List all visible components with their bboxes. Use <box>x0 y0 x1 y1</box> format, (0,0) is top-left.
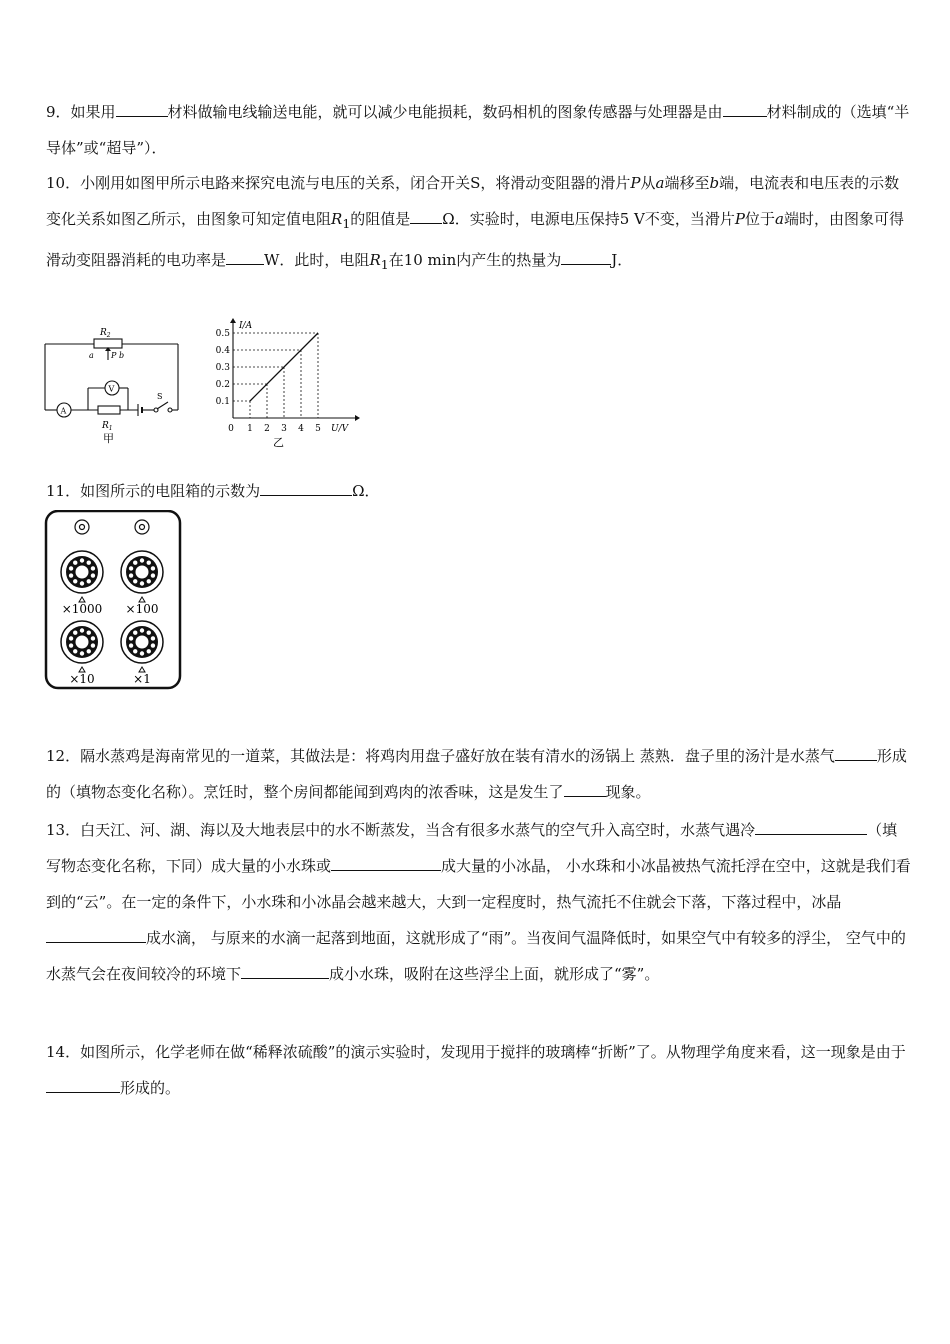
x-tick-label: 1 <box>247 424 253 434</box>
dial-knob[interactable] <box>61 551 103 593</box>
label-p: P <box>111 351 117 360</box>
question-11: 11．如图所示的电阻箱的示数为 Ω． <box>46 473 911 509</box>
x-tick-label: 4 <box>298 424 304 434</box>
label-s: S <box>157 392 163 401</box>
voltmeter-label: V <box>108 384 115 394</box>
figure-caption-jia: 甲 <box>103 432 114 445</box>
dial-multiplier-label: ×10 <box>69 672 95 686</box>
label-r2: $R_2$ <box>100 328 111 339</box>
series-line <box>250 333 318 401</box>
x-axis-arrow <box>355 415 360 421</box>
switch-s <box>157 402 168 409</box>
ammeter-label: A <box>60 406 67 416</box>
y-axis-label: I/A <box>239 321 253 331</box>
y-tick-label: 0.5 <box>215 329 230 339</box>
switch-contact <box>168 408 172 412</box>
answer-blank[interactable] <box>226 247 264 265</box>
answer-blank[interactable] <box>835 743 877 761</box>
resistance-box <box>44 510 182 690</box>
question-13: 13．白天江、河、湖、海以及大地表层中的水不断蒸发，当含有很多水蒸气的空气升入高空时，水蒸气遇冷 （填写物态变化名称，下同）成大量的小水珠或 成大量的小冰晶， 小水珠和小冰晶被热气流托浮在空中，这就是我们看到的“云”。在一定的条件下，小水珠和小冰晶会越来越大，大到一定程度时，热气流托不住就会下落，下落过程中，冰晶成水滴， 与原来的水滴一起落到地面，这就形成了“雨”。当夜间气温降低时，如果空气中有较多的浮尘， 空气中的水蒸气会在夜间较冷的环境下 成小水珠，吸附在这些浮尘上面，就形成了“雾”。 <box>46 812 911 992</box>
resistor-r1 <box>98 406 120 414</box>
y-tick-label: 0.2 <box>215 380 230 390</box>
answer-blank[interactable] <box>331 853 441 871</box>
dial-multiplier-label: ×100 <box>125 602 159 616</box>
dial-knob[interactable] <box>121 621 163 663</box>
answer-blank[interactable] <box>755 817 843 835</box>
label-r1: $R_1$ <box>102 421 113 432</box>
figure-caption-yi: 乙 <box>273 436 284 449</box>
rheostat-r2 <box>94 339 122 348</box>
label-b: b <box>119 351 125 360</box>
x-tick-label: 0 <box>228 424 234 434</box>
y-tick-label: 0.4 <box>215 346 230 356</box>
iu-graph <box>205 318 360 453</box>
answer-blank[interactable] <box>46 925 146 943</box>
answer-blank[interactable] <box>561 247 597 265</box>
x-tick-label: 5 <box>315 424 321 434</box>
answer-blank[interactable] <box>843 817 867 835</box>
answer-blank[interactable] <box>46 1075 120 1093</box>
answer-blank[interactable] <box>260 478 352 496</box>
question-12: 12．隔水蒸鸡是海南常见的一道菜，其做法是：将鸡肉用盘子盛好放在装有清水的汤锅上 蒸熟．盘子里的汤汁是水蒸气 形成的（填物态变化名称）。烹饪时，整个房间都能闻到鸡肉的浓香味，这是发生了 现象。 <box>46 738 911 810</box>
answer-blank[interactable] <box>116 99 168 117</box>
dial-knob[interactable] <box>61 621 103 663</box>
y-tick-label: 0.1 <box>215 397 230 407</box>
x-tick-label: 3 <box>281 424 287 434</box>
question-10: 10．小刚用如图甲所示电路来探究电流与电压的关系，闭合开关S，将滑动变阻器的滑片P从a端移至b端，电流表和电压表的示数变化关系如图乙所示，由图象可知定值电阻$R_1$的阻值是 Ω．实验时，电源电压保持5 V不变，当滑片P位于a端时，由图象可得滑动变阻器消耗的电功率是 W．此时，电阻$R_1$在10 min内产生的热量为 J． <box>46 174 904 272</box>
label-a: a <box>89 351 94 360</box>
y-axis-arrow <box>230 318 236 323</box>
dial-knob[interactable] <box>121 551 163 593</box>
x-tick-label: 2 <box>264 424 270 434</box>
answer-blank[interactable] <box>410 206 442 224</box>
question-9: 9．如果用 材料做输电线输送电能，就可以减少电能损耗，数码相机的图象传感器与处理器是由 材料制成的（选填“半导体”或“超导”）． <box>46 94 911 166</box>
answer-blank[interactable] <box>597 247 611 265</box>
answer-blank[interactable] <box>241 961 329 979</box>
dial-multiplier-label: ×1000 <box>61 602 103 616</box>
box-frame <box>46 511 180 688</box>
x-axis-label: U/V <box>331 424 349 434</box>
answer-blank[interactable] <box>723 99 767 117</box>
answer-blank[interactable] <box>564 779 606 797</box>
y-tick-label: 0.3 <box>215 363 230 373</box>
dial-multiplier-label: ×1 <box>133 672 151 686</box>
question-14: 14．如图所示，化学老师在做“稀释浓硫酸”的演示实验时，发现用于搅拌的玻璃棒“折断”了。从物理学角度来看，这一现象是由于形成的。 <box>46 1043 906 1097</box>
circuit-diagram <box>40 322 190 450</box>
